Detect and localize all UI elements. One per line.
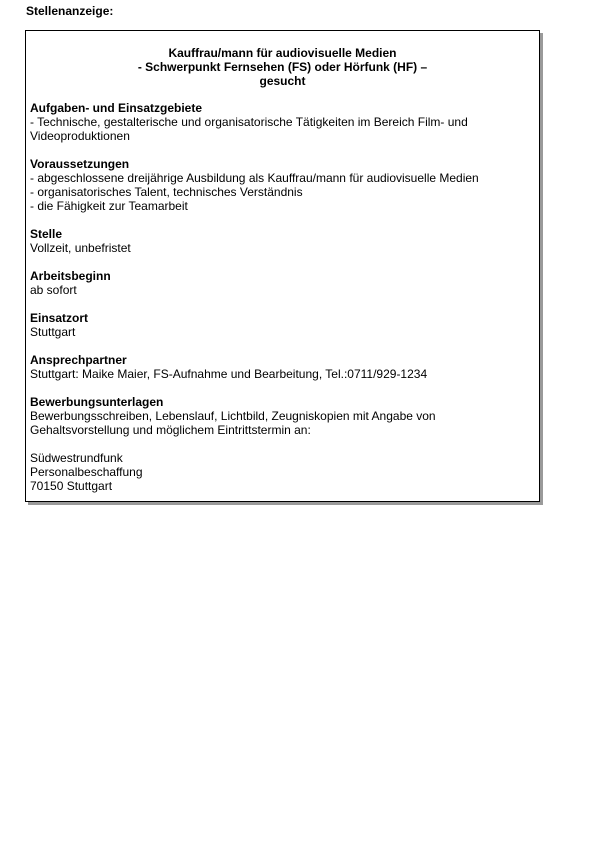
section-line: Gehaltsvorstellung und möglichem Eintrittstermin an:: [30, 423, 311, 437]
section-line: - die Fähigkeit zur Teamarbeit: [30, 199, 188, 213]
section-heading: Arbeitsbeginn: [30, 269, 111, 283]
address-line: Personalbeschaffung: [30, 465, 143, 479]
job-ad-title-line: - Schwerpunkt Fernsehen (FS) oder Hörfunk (HF) –: [137, 60, 428, 74]
section-line: ab sofort: [30, 283, 77, 297]
address-block: [30, 451, 530, 493]
section-line: Bewerbungsschreiben, Lebenslauf, Lichtbild, Zeugniskopien mit Angabe von: [30, 409, 436, 423]
section-requirements: [30, 157, 530, 213]
section-heading: Stelle: [30, 227, 63, 241]
section-line: Stuttgart: Maike Maier, FS-Aufnahme und Bearbeitung, Tel.:0711/929-1234: [30, 367, 428, 381]
section-line: Stuttgart: [30, 325, 76, 339]
job-ad-title-line: gesucht: [259, 74, 306, 88]
job-ad-box: [25, 30, 540, 502]
job-ad-sections: [30, 101, 530, 493]
section-start-date: [30, 269, 530, 297]
job-ad-title: [26, 46, 539, 88]
section-contact: [30, 353, 530, 381]
job-ad-title-line: Kauffrau/mann für audiovisuelle Medien: [168, 46, 397, 60]
section-heading: Aufgaben- und Einsatzgebiete: [30, 101, 203, 115]
page-heading: Stellenanzeige:: [26, 4, 114, 18]
address-line: 70150 Stuttgart: [30, 479, 113, 493]
section-line: - abgeschlossene dreijährige Ausbildung als Kauffrau/mann für audiovisuelle Medien: [30, 171, 479, 185]
section-application-documents: [30, 395, 530, 437]
section-line: Videoproduktionen: [30, 129, 130, 143]
section-line: - organisatorisches Talent, technisches Verständnis: [30, 185, 303, 199]
section-line: Vollzeit, unbefristet: [30, 241, 131, 255]
section-heading: Einsatzort: [30, 311, 89, 325]
address-line: Südwestrundfunk: [30, 451, 123, 465]
section-heading: Voraussetzungen: [30, 157, 130, 171]
section-line: - Technische, gestalterische und organisatorische Tätigkeiten im Bereich Film- und: [30, 115, 468, 129]
section-heading: Bewerbungsunterlagen: [30, 395, 164, 409]
section-location: [30, 311, 530, 339]
section-position: [30, 227, 530, 255]
section-tasks: [30, 101, 530, 143]
section-heading: Ansprechpartner: [30, 353, 127, 367]
